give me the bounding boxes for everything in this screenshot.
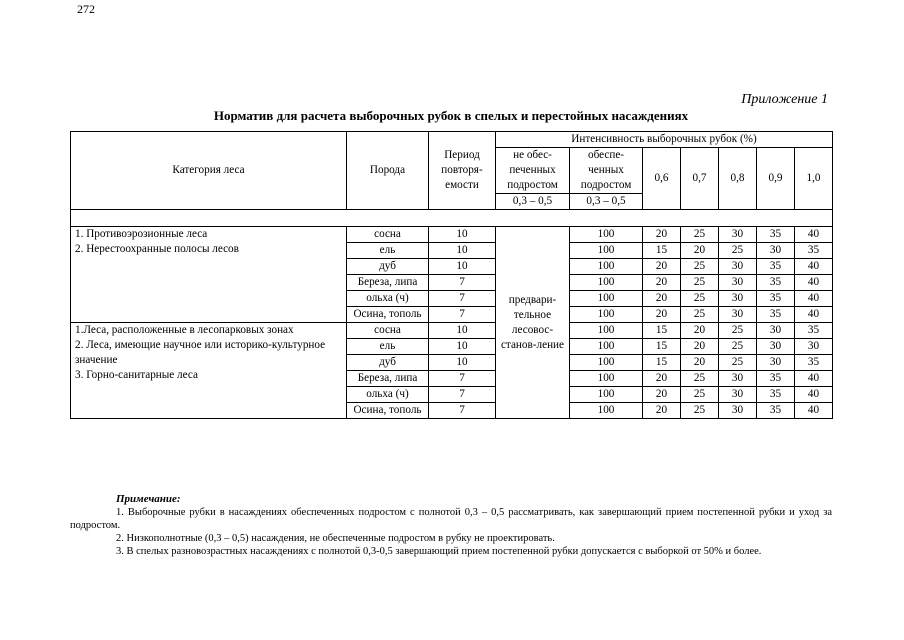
density-value-cell: 25: [681, 307, 719, 323]
note-item: 2. Низкополнотные (0,3 – 0,5) насаждения, не обеспеченные подростом в рубку не проектировать.: [116, 533, 555, 544]
header-intensity: Интенсивность выборочных рубок (%): [496, 132, 833, 148]
species-cell: сосна: [347, 323, 429, 339]
period-cell: 7: [429, 403, 496, 419]
category-label: 2. Леса, имеющие научное или историко-культурное значение: [75, 339, 326, 366]
provided-cell: 100: [570, 227, 643, 243]
density-value-cell: 30: [719, 307, 757, 323]
density-value-cell: 20: [681, 243, 719, 259]
period-cell: 10: [429, 259, 496, 275]
provided-cell: 100: [570, 371, 643, 387]
period-cell: 10: [429, 227, 496, 243]
species-cell: Береза, липа: [347, 371, 429, 387]
period-cell: 10: [429, 339, 496, 355]
density-value-cell: 20: [643, 227, 681, 243]
species-cell: ель: [347, 339, 429, 355]
density-value-cell: 30: [719, 371, 757, 387]
density-value-cell: 35: [757, 403, 795, 419]
header-species: Порода: [347, 132, 429, 210]
provided-cell: 100: [570, 387, 643, 403]
density-value-cell: 20: [643, 371, 681, 387]
period-cell: 10: [429, 323, 496, 339]
header-category: Категория леса: [71, 132, 347, 210]
density-value-cell: 25: [719, 355, 757, 371]
density-value-cell: 35: [795, 355, 833, 371]
density-value-cell: 20: [643, 275, 681, 291]
density-value-cell: 30: [757, 355, 795, 371]
provided-cell: 100: [570, 403, 643, 419]
density-value-cell: 40: [795, 259, 833, 275]
provided-cell: 100: [570, 275, 643, 291]
density-value-cell: 15: [643, 243, 681, 259]
density-value-cell: 25: [681, 259, 719, 275]
header-range-provided: 0,3 – 0,5: [570, 194, 643, 210]
density-value-cell: 20: [643, 387, 681, 403]
density-value-cell: 30: [719, 387, 757, 403]
header-density: 0,8: [719, 148, 757, 210]
density-value-cell: 25: [681, 275, 719, 291]
page-number: 272: [77, 2, 95, 16]
species-cell: дуб: [347, 259, 429, 275]
density-value-cell: 20: [681, 355, 719, 371]
header-density: 0,9: [757, 148, 795, 210]
category-label: 2. Нерестоохранные полосы лесов: [75, 243, 239, 255]
header-density: 0,7: [681, 148, 719, 210]
density-value-cell: 40: [795, 227, 833, 243]
density-value-cell: 35: [757, 387, 795, 403]
density-value-cell: 25: [719, 243, 757, 259]
species-cell: ольха (ч): [347, 291, 429, 307]
density-value-cell: 20: [643, 259, 681, 275]
density-value-cell: 25: [719, 339, 757, 355]
note-item: 1. Выборочные рубки в насаждениях обеспеченных подростом с полнотой 0,3 – 0,5 рассматривать, как завершающий прием постепенной рубки и уход за подростом.: [70, 507, 832, 531]
density-value-cell: 30: [719, 227, 757, 243]
provided-cell: 100: [570, 291, 643, 307]
density-value-cell: 40: [795, 403, 833, 419]
density-value-cell: 40: [795, 291, 833, 307]
period-cell: 7: [429, 275, 496, 291]
density-value-cell: 40: [795, 307, 833, 323]
density-value-cell: 35: [757, 275, 795, 291]
species-cell: Осина, тополь: [347, 403, 429, 419]
species-cell: ольха (ч): [347, 387, 429, 403]
category-label: 1.Леса, расположенные в лесопарковых зонах: [75, 324, 294, 336]
density-value-cell: 20: [643, 403, 681, 419]
density-value-cell: 25: [681, 291, 719, 307]
table-row: [71, 227, 833, 243]
density-value-cell: 40: [795, 275, 833, 291]
spacer-row: [71, 210, 833, 227]
density-value-cell: 30: [719, 291, 757, 307]
density-value-cell: 30: [795, 339, 833, 355]
species-cell: ель: [347, 243, 429, 259]
density-value-cell: 35: [757, 291, 795, 307]
provided-cell: 100: [570, 339, 643, 355]
appendix-label: Приложение 1: [741, 92, 828, 107]
density-value-cell: 15: [643, 355, 681, 371]
period-cell: 7: [429, 387, 496, 403]
density-value-cell: 25: [681, 403, 719, 419]
note-item: 3. В спелых разновозрастных насаждениях с полнотой 0,3-0,5 завершающий прием постепенной рубки допускается с выборкой от 50% и более.: [116, 546, 762, 557]
category-cell: [71, 323, 347, 419]
provided-cell: 100: [570, 355, 643, 371]
density-value-cell: 30: [719, 259, 757, 275]
document-title: Норматив для расчета выборочных рубок в спелых и перестойных насаждениях: [213, 108, 689, 123]
header-provided: обеспе-ченных подростом: [570, 148, 643, 194]
notes-title: Примечание:: [116, 493, 181, 505]
header-density: 0,6: [643, 148, 681, 210]
density-value-cell: 15: [643, 339, 681, 355]
header-density: 1,0: [795, 148, 833, 210]
method-cell: предвари-тельное лесовос-станов-ление: [496, 227, 570, 419]
species-cell: Береза, липа: [347, 275, 429, 291]
period-cell: 10: [429, 355, 496, 371]
table-row: [71, 323, 833, 339]
density-value-cell: 30: [757, 323, 795, 339]
density-value-cell: 35: [795, 243, 833, 259]
density-value-cell: 25: [681, 371, 719, 387]
density-value-cell: 25: [681, 387, 719, 403]
norms-table: [70, 131, 833, 419]
density-value-cell: 35: [757, 307, 795, 323]
period-cell: 10: [429, 243, 496, 259]
density-value-cell: 20: [681, 323, 719, 339]
category-label: 3. Горно-санитарные леса: [75, 369, 198, 381]
density-value-cell: 30: [757, 339, 795, 355]
period-cell: 7: [429, 291, 496, 307]
provided-cell: 100: [570, 259, 643, 275]
provided-cell: 100: [570, 243, 643, 259]
density-value-cell: 15: [643, 323, 681, 339]
category-cell: [71, 227, 347, 323]
density-value-cell: 30: [719, 403, 757, 419]
density-value-cell: 20: [643, 307, 681, 323]
species-cell: дуб: [347, 355, 429, 371]
density-value-cell: 30: [757, 243, 795, 259]
density-value-cell: 35: [757, 227, 795, 243]
provided-cell: 100: [570, 323, 643, 339]
provided-cell: 100: [570, 307, 643, 323]
category-label: 1. Противоэрозионные леса: [75, 228, 208, 240]
density-value-cell: 35: [795, 323, 833, 339]
header-range-not-provided: 0,3 – 0,5: [496, 194, 570, 210]
density-value-cell: 25: [719, 323, 757, 339]
period-cell: 7: [429, 371, 496, 387]
density-value-cell: 35: [757, 371, 795, 387]
notes: [70, 493, 832, 558]
density-value-cell: 40: [795, 371, 833, 387]
density-value-cell: 40: [795, 387, 833, 403]
species-cell: сосна: [347, 227, 429, 243]
header-not-provided: не обес-печенных подростом: [496, 148, 570, 194]
header-period: Период повторя-емости: [429, 132, 496, 210]
density-value-cell: 25: [681, 227, 719, 243]
density-value-cell: 35: [757, 259, 795, 275]
density-value-cell: 30: [719, 275, 757, 291]
density-value-cell: 20: [681, 339, 719, 355]
species-cell: Осина, тополь: [347, 307, 429, 323]
density-value-cell: 20: [643, 291, 681, 307]
period-cell: 7: [429, 307, 496, 323]
